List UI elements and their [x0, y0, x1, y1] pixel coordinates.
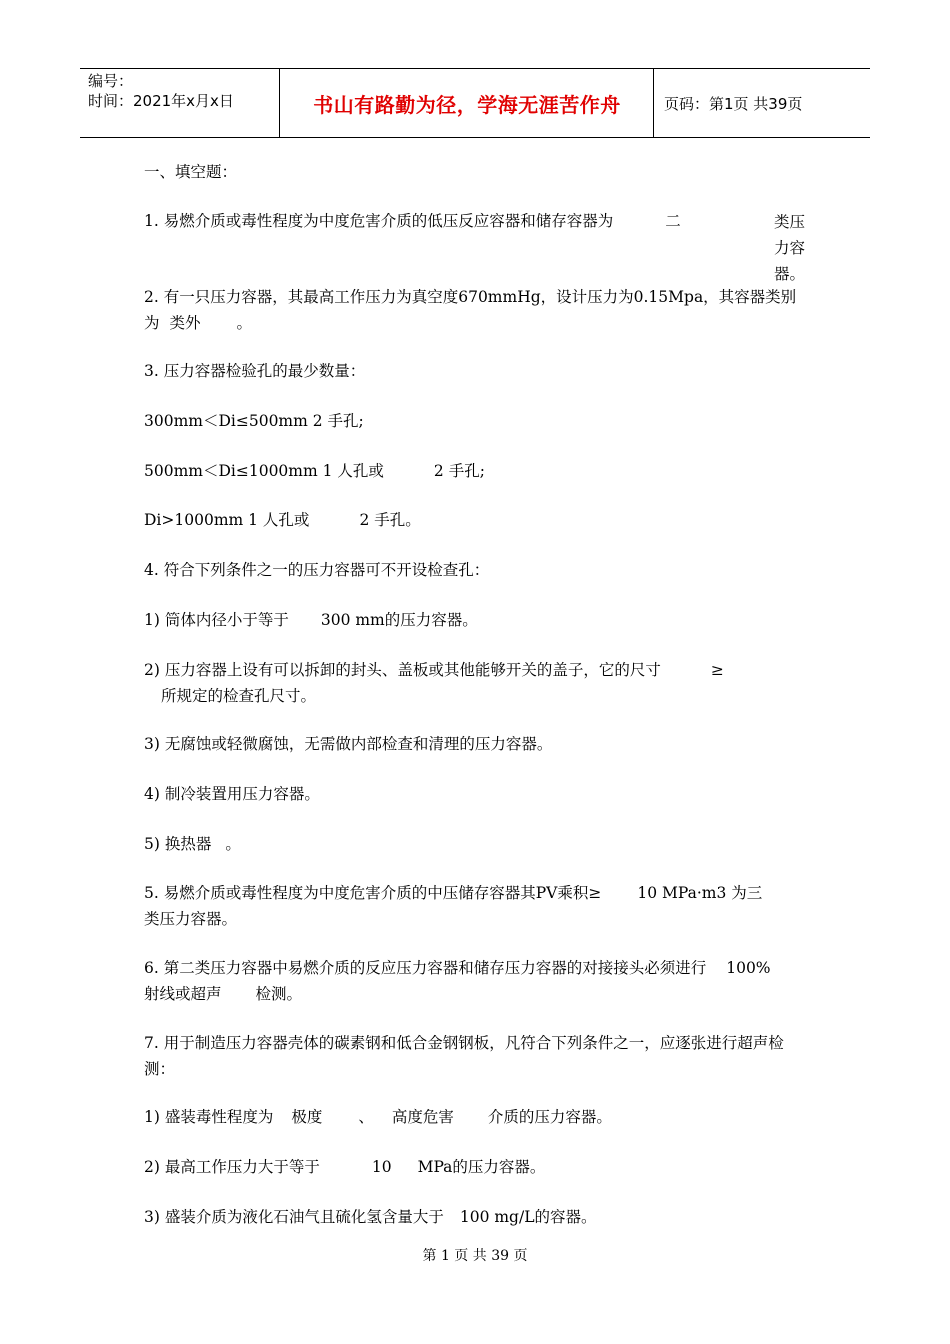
q6-answer: 100%: [726, 959, 771, 977]
q4-item2b: ≥: [710, 661, 724, 679]
header-page-info: 页码：第1页 共39页: [664, 94, 803, 113]
q7-item2: [144, 1155, 545, 1179]
q6-text: 6. 第二类压力容器中易燃介质的反应压力容器和储存压力容器的对接接头必须进行: [144, 959, 707, 977]
section-title: 一、填空题：: [144, 163, 238, 181]
q4-item1b: 300 mm的压力容器。: [320, 611, 478, 629]
q7-item1: [144, 1105, 612, 1129]
q7-item1e: 介质的压力容器。: [487, 1108, 612, 1126]
q5-line2: 类压力容器。: [144, 910, 238, 928]
q5-line1: [144, 881, 762, 905]
q6-line2a: 射线或超声: [144, 985, 222, 1003]
page-footer: 第 1 页 共 39 页: [422, 1248, 528, 1264]
q4-item5a: 5) 换热器: [144, 835, 212, 853]
q7-item3: [144, 1205, 597, 1229]
q4-item5b: 。: [225, 835, 241, 853]
q3-text: 3. 压力容器检验孔的最少数量：: [144, 362, 366, 380]
q7-item1a: 1) 盛装毒性程度为: [144, 1108, 274, 1126]
q1-text: 1. 易燃介质或毒性程度为中度危害介质的低压反应容器和储存容器为: [144, 212, 614, 230]
header-table: [80, 68, 870, 138]
q7-item2a: 2) 最高工作压力大于等于: [144, 1158, 320, 1176]
q3-line3b: 2 手孔。: [359, 511, 421, 529]
header-meta: [80, 69, 280, 137]
q5-answer: 10 MPa·m3: [637, 884, 727, 902]
q4-item2a: 2) 压力容器上设有可以拆卸的封头、盖板或其他能够开关的盖子，它的尺寸: [144, 661, 661, 679]
q3-line2b: 2 手孔;: [433, 462, 485, 480]
q3-line2a: 500mm＜Di≤1000mm 1 人孔或: [144, 462, 384, 480]
q7-item2c: MPa的压力容器。: [417, 1158, 546, 1176]
q5-text: 5. 易燃介质或毒性程度为中度危害介质的中压储存容器其PV乘积≥: [144, 884, 602, 902]
q4-item2-line1: [144, 658, 724, 682]
time-label: 时间：2021年x月x日: [88, 92, 234, 110]
q4-item5: [144, 832, 241, 856]
q5-tail-a: 为三: [726, 884, 763, 902]
q7-item2b: 10: [371, 1158, 392, 1176]
q3-line2: [144, 459, 485, 483]
q7-item1d: 高度危害: [391, 1108, 454, 1126]
q6-line2: [144, 982, 302, 1006]
q7-text: 7. 用于制造压力容器壳体的碳素钢和低合金钢钢板，凡符合下列条件之一，应逐张进行超声检测：: [144, 1034, 784, 1078]
q3-line1: 300mm＜Di≤500mm 2 手孔;: [144, 412, 364, 430]
q4-item4: 4) 制冷装置用压力容器。: [144, 785, 320, 803]
q3-line3a: Di>1000mm 1 人孔或: [144, 511, 310, 529]
q4-item1: [144, 608, 478, 632]
q2-paragraph: [144, 284, 808, 336]
q2-tail: 。: [236, 314, 253, 332]
header-motto: 书山有路勤为径，学海无涯苦作舟: [281, 69, 654, 137]
q7-item1b: 极度: [291, 1108, 323, 1126]
q6-line1: [144, 956, 771, 980]
q7-item1c: 、: [358, 1108, 374, 1126]
code-label: 编号：: [88, 72, 134, 90]
q4-text: 4. 符合下列条件之一的压力容器可不开设检查孔：: [144, 561, 490, 579]
q3-line3: [144, 508, 421, 532]
q1-tail: 类压力容器。: [774, 213, 806, 283]
q6-line2b: 检测。: [255, 985, 303, 1003]
q4-item1a: 1) 筒体内径小于等于: [144, 611, 289, 629]
q2-answer: 类外: [169, 314, 201, 332]
q4-item2c: 所规定的检查孔尺寸。: [161, 687, 317, 705]
q1-answer: 二: [665, 212, 681, 230]
q2-text: 2. 有一只压力容器，其最高工作压力为真空度670mmHg，设计压力为0.15Mpa，其容器类别为: [144, 288, 797, 332]
q7-item3b: 100 mg/L的容器。: [459, 1208, 597, 1226]
q7-item3a: 3) 盛装介质为液化石油气且硫化氢含量大于: [144, 1208, 444, 1226]
q4-item3: 3) 无腐蚀或轻微腐蚀，无需做内部检查和清理的压力容器。: [144, 735, 553, 753]
q1-line1: [144, 209, 806, 283]
